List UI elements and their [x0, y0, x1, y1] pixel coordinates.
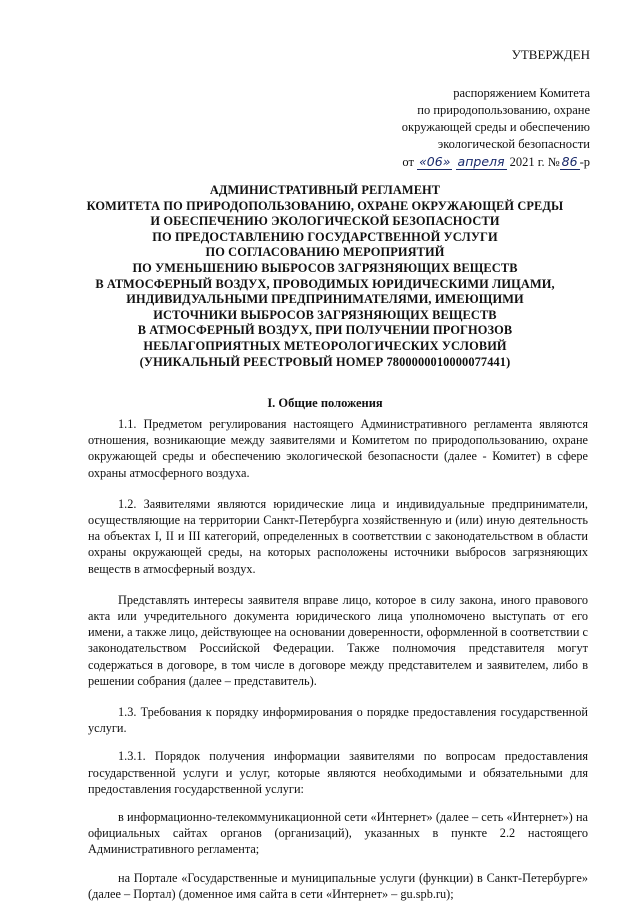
title-line: ИНДИВИДУАЛЬНЫМИ ПРЕДПРИНИМАТЕЛЯМИ, ИМЕЮЩИМИ: [126, 292, 524, 307]
date-year: 2021 г. №: [509, 155, 560, 169]
paragraph-1-3: 1.3. Требования к порядку информирования о порядке предоставления государственной услуги.: [88, 705, 588, 736]
title-line: ИСТОЧНИКИ ВЫБРОСОВ ЗАГРЯЗНЯЮЩИХ ВЕЩЕСТВ: [153, 307, 497, 322]
title-line: И ОБЕСПЕЧЕНИЮ ЭКОЛОГИЧЕСКОЙ БЕЗОПАСНОСТИ: [150, 214, 500, 229]
approval-date-line: [402, 153, 590, 171]
approval-line: экологической безопасности: [437, 137, 590, 151]
title-line: ПО ПРЕДОСТАВЛЕНИЮ ГОСУДАРСТВЕННОЙ УСЛУГИ: [152, 229, 498, 244]
approval-line: распоряжением Комитета: [453, 86, 590, 100]
paragraph-internet: в информационно-телекоммуникационной сети «Интернет» (далее – сеть «Интернет») на официальных сайтах органов (организаций), указанных в пункте 2.2 настоящего Административного регламента;: [88, 810, 588, 857]
title-line: НЕБЛАГОПРИЯТНЫХ МЕТЕОРОЛОГИЧЕСКИХ УСЛОВИЙ: [143, 338, 507, 353]
title-line: ПО СОГЛАСОВАНИЮ МЕРОПРИЯТИЙ: [205, 245, 445, 260]
paragraph-portal: на Портале «Государственные и муниципальные услуги (функции) в Санкт-Петербурге» (далее – Портал) (доменное имя сайта в сети «Интернет» – gu.spb.ru);: [88, 870, 588, 901]
paragraph-1-2: 1.2. Заявителями являются юридические лица и индивидуальные предприниматели, осуществляющие на территории Санкт-Петербурга хозяйственную и (или) иную деятельность на объектах I, II и III категорий, определенных в соответствии с законодательством в области охраны окружающей среды, на которых расположены источники выбросов загрязняющих веществ в атмосферный воздух.: [88, 496, 588, 576]
title-line: В АТМОСФЕРНЫЙ ВОЗДУХ, ПРИ ПОЛУЧЕНИИ ПРОГНОЗОВ: [137, 323, 513, 338]
title-line: В АТМОСФЕРНЫЙ ВОЗДУХ, ПРОВОДИМЫХ ЮРИДИЧЕСКИМИ ЛИЦАМИ,: [95, 276, 555, 291]
approval-heading: УТВЕРЖДЕН: [511, 47, 590, 62]
paragraph-representative: Представлять интересы заявителя вправе лицо, которое в силу закона, иного правового акта или учредительного документа юридического лица уполномочено выступать от его имени, а также лицо, действующее на основании доверенности, оформленной в соответствии с законодательством Российской Федерации. Также полномочия представителя могут содержаться в договоре, в том числе в договоре между представителем и заявителем, либо в решении собрания (далее – представитель).: [88, 592, 588, 688]
date-prefix: от: [402, 155, 414, 169]
handwritten-month: апреля: [457, 154, 505, 169]
handwritten-day: «06»: [419, 154, 451, 169]
title-line: ПО УМЕНЬШЕНИЮ ВЫБРОСОВ ЗАГРЯЗНЯЮЩИХ ВЕЩЕСТВ: [132, 260, 518, 275]
document-title: [60, 183, 590, 370]
document-body: [88, 416, 588, 914]
paragraph-1-3-1: 1.3.1. Порядок получения информации заявителями по вопросам предоставления государственной услуги и услуг, которые являются необходимыми и обязательными для предоставления государственной услуги:: [88, 749, 588, 796]
handwritten-number: 86: [561, 154, 578, 169]
approval-line: по природопользованию, охране: [417, 103, 590, 117]
approval-block: [402, 46, 590, 171]
approval-line: окружающей среды и обеспечению: [401, 120, 590, 134]
number-suffix: -р: [579, 155, 590, 169]
paragraph-1-1: 1.1. Предметом регулирования настоящего Административного регламента являются отношения, возникающие между заявителями и Комитетом по природопользованию, охране окружающей среды и обеспечению экологической безопасности (далее - Комитет) в сфере охраны атмосферного воздуха.: [88, 417, 588, 480]
title-line: КОМИТЕТА ПО ПРИРОДОПОЛЬЗОВАНИЮ, ОХРАНЕ ОКРУЖАЮЩЕЙ СРЕДЫ: [86, 198, 564, 213]
title-line: АДМИНИСТРАТИВНЫЙ РЕГЛАМЕНТ: [209, 183, 441, 197]
title-line: (УНИКАЛЬНЫЙ РЕЕСТРОВЫЙ НОМЕР 7800000010000077441): [139, 354, 511, 369]
section-heading: I. Общие положения: [267, 396, 383, 410]
